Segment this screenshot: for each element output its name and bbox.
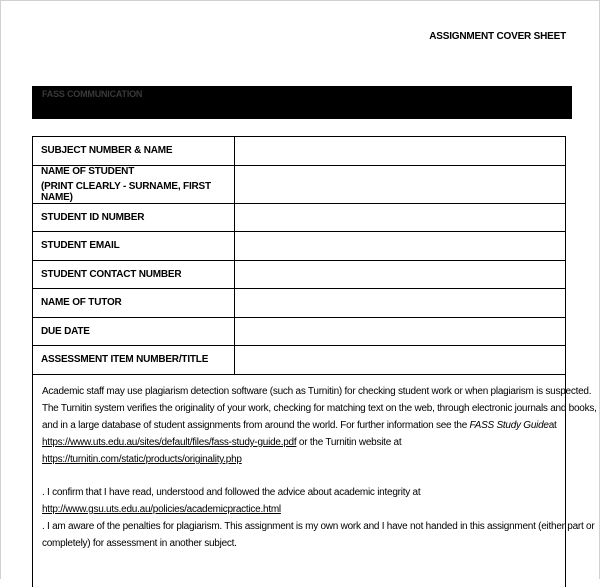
due-date-field[interactable]: [235, 317, 566, 346]
section-gap: [42, 468, 557, 484]
student-id-label: STUDENT ID NUMBER: [33, 203, 235, 232]
banner-label: FASS COMMUNICATION: [42, 89, 143, 99]
form-row-student-email: [33, 232, 566, 261]
notice-line-3: [42, 417, 557, 434]
notice-line-4: [42, 434, 557, 451]
contact-number-label: STUDENT CONTACT NUMBER: [33, 260, 235, 289]
plagiarism-notice: [32, 367, 597, 587]
student-email-label: STUDENT EMAIL: [33, 232, 235, 261]
study-guide-title: FASS Study Guide: [469, 420, 549, 431]
page-title: ASSIGNMENT COVER SHEET: [429, 31, 566, 42]
student-name-field[interactable]: [235, 165, 566, 203]
declaration-1: . I confirm that I have read, understood and followed the advice about academic integrity at: [42, 487, 421, 498]
student-name-label-main: NAME OF STUDENT: [41, 165, 135, 177]
subject-label: SUBJECT NUMBER & NAME: [33, 137, 235, 166]
declaration-2-line-1: . I am aware of the penalties for plagiarism. This assignment is my own work and I have not handed in this assignment (either part or: [42, 521, 595, 532]
academic-practice-link[interactable]: http://www.gsu.uts.edu.au/policies/academicpractice.html: [42, 504, 281, 515]
student-email-field[interactable]: [235, 232, 566, 261]
cover-sheet-form: [32, 136, 566, 375]
form-row-student-id: [33, 203, 566, 232]
faculty-banner: [32, 86, 572, 119]
due-date-label: DUE DATE: [33, 317, 235, 346]
student-id-field[interactable]: [235, 203, 566, 232]
student-name-label-sub: (PRINT CLEARLY - SURNAME, FIRST NAME): [41, 180, 211, 203]
notice-line-3-text: and in a large database of student assignments from around the world. For further information see the: [42, 420, 470, 431]
assessment-item-label: ASSESSMENT ITEM NUMBER/TITLE: [33, 346, 235, 375]
form-row-contact-number: [33, 260, 566, 289]
subject-field[interactable]: [235, 137, 566, 166]
notice-line-5: [42, 451, 557, 468]
tutor-field[interactable]: [235, 289, 566, 318]
declaration-1-link-line: [42, 501, 557, 518]
turnitin-connector: or the Turnitin website at: [296, 437, 402, 448]
declaration-2-line-2: completely) for assessment in another subject.: [42, 538, 237, 549]
tutor-label: NAME OF TUTOR: [33, 289, 235, 318]
form-row-tutor: [33, 289, 566, 318]
student-name-label: [33, 165, 235, 203]
form-row-due-date: [33, 317, 566, 346]
form-row-subject: [33, 137, 566, 166]
form-row-student-name: [33, 165, 566, 203]
notice-line-2: The Turnitin system verifies the originality of your work, checking for matching text on the web, through electronic journals and books,: [42, 403, 597, 414]
study-guide-link[interactable]: https://www.uts.edu.au/sites/default/files/fass-study-guide.pdf: [42, 437, 297, 448]
notice-line-3-end: at: [548, 420, 557, 431]
contact-number-field[interactable]: [235, 260, 566, 289]
notice-line-1: Academic staff may use plagiarism detection software (such as Turnitin) for checking student work or when plagiarism is suspected.: [42, 386, 592, 397]
turnitin-link[interactable]: https://turnitin.com/static/products/originality.php: [42, 454, 242, 465]
